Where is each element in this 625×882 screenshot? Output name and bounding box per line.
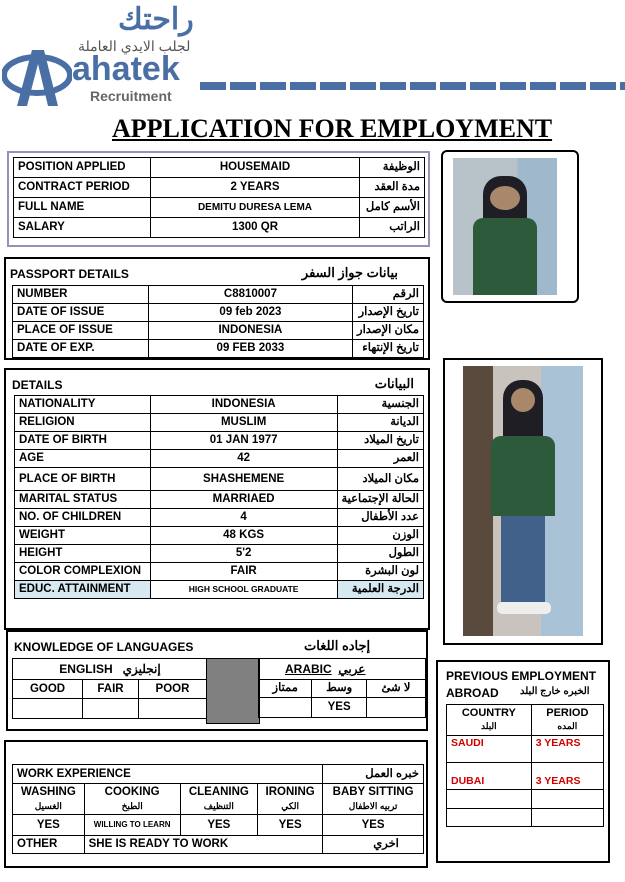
details-row [15, 527, 424, 545]
position-label: SALARY [14, 218, 151, 238]
details-value: 48 KGS [150, 527, 337, 545]
details-title: DETAILS [12, 378, 63, 392]
details-value: INDONESIA [150, 396, 337, 414]
arabic-levels [258, 679, 426, 718]
previous-table [446, 704, 604, 827]
applicant-photo-1 [453, 158, 557, 295]
details-value: HIGH SCHOOL GRADUATE [150, 581, 337, 599]
passport-row [13, 304, 424, 322]
period-label: PERIOD [546, 707, 589, 719]
photo-frame-2 [443, 358, 603, 645]
details-value: MUSLIM [150, 414, 337, 432]
work-col-4 [323, 784, 424, 815]
header-stripe [200, 82, 625, 90]
work-val-1: WILLING TO LEARN [84, 815, 180, 836]
details-label: HEIGHT [15, 545, 151, 563]
work-col-label: BABY SITTING [332, 786, 414, 798]
work-title: WORK EXPERIENCE [13, 765, 323, 784]
english-label-ar: إنجليزي [122, 662, 161, 676]
details-row [15, 491, 424, 509]
logo [0, 0, 200, 110]
details-label: NATIONALITY [15, 396, 151, 414]
period-header [531, 705, 603, 736]
divider-gray [206, 658, 260, 724]
position-value: 2 YEARS [151, 178, 360, 198]
details-label: COLOR COMPLEXION [15, 563, 151, 581]
passport-label-ar: تاريخ الإصدار [353, 304, 424, 322]
details-value: FAIR [150, 563, 337, 581]
position-label-ar: الأسم كامل [360, 198, 425, 218]
details-row [15, 432, 424, 450]
passport-title: PASSPORT DETAILS [10, 267, 129, 281]
position-box [7, 151, 430, 247]
details-label-ar: الطول [337, 545, 423, 563]
passport-row [13, 340, 424, 358]
work-experience-box [4, 740, 428, 868]
details-label-ar: مكان الميلاد [337, 468, 423, 491]
position-row [14, 198, 425, 218]
details-value: SHASHEMENE [150, 468, 337, 491]
passport-value: 09 feb 2023 [148, 304, 352, 322]
passport-label: DATE OF ISSUE [13, 304, 149, 322]
arabic-label: ARABIC [285, 662, 332, 676]
position-label: POSITION APPLIED [14, 158, 151, 178]
details-row [15, 450, 424, 468]
details-label: DATE OF BIRTH [15, 432, 151, 450]
position-value: DEMITU DURESA LEMA [151, 198, 360, 218]
arabic-label-ar: عربي [338, 662, 366, 676]
details-row [15, 581, 424, 599]
details-table [14, 395, 424, 599]
previous-title-ar: الخبره خارج البلد [520, 686, 590, 697]
passport-table [12, 285, 424, 358]
prev-period-2: 3 YEARS [531, 763, 603, 790]
previous-title: PREVIOUS EMPLOYMENT [446, 669, 597, 683]
arabic-header [258, 658, 426, 679]
page-title: APPLICATION FOR EMPLOYMENT [112, 114, 553, 143]
details-label: MARITAL STATUS [15, 491, 151, 509]
details-row [15, 468, 424, 491]
photo-frame-1 [441, 150, 579, 303]
work-col-label-ar: الكي [281, 801, 299, 811]
work-val-3: YES [258, 815, 323, 836]
work-col-0 [13, 784, 85, 815]
english-level-good: GOOD [13, 680, 83, 699]
details-label-ar: تاريخ الميلاد [337, 432, 423, 450]
details-row [15, 545, 424, 563]
position-label-ar: مدة العقد [360, 178, 425, 198]
position-value: HOUSEMAID [151, 158, 360, 178]
passport-row [13, 286, 424, 304]
english-header [12, 658, 208, 679]
details-label-ar: لون البشرة [337, 563, 423, 581]
applicant-photo-2 [463, 366, 583, 636]
logo-r-icon [2, 40, 72, 108]
english-level-fair: FAIR [83, 680, 139, 699]
details-label-ar: الدرجة العلمية [337, 581, 423, 599]
arabic-level-1: وسط [312, 680, 367, 698]
work-col-label: WASHING [20, 786, 76, 798]
work-val-0: YES [13, 815, 85, 836]
details-value: 42 [150, 450, 337, 468]
work-val-2: YES [180, 815, 257, 836]
position-row [14, 178, 425, 198]
work-col-label-ar: الغسيل [34, 801, 62, 811]
details-label-ar: الديانة [337, 414, 423, 432]
previous-employment-box [436, 660, 610, 863]
country-label: COUNTRY [461, 707, 516, 719]
passport-label: DATE OF EXP. [13, 340, 149, 358]
position-row [14, 158, 425, 178]
passport-title-ar: بيانات جواز السفر [301, 265, 398, 280]
arabic-level-0: ممتاز [259, 680, 312, 698]
other-value: SHE IS READY TO WORK [84, 836, 323, 854]
passport-label-ar: مكان الإصدار [353, 322, 424, 340]
work-col-2 [180, 784, 257, 815]
work-col-label: COOKING [104, 786, 160, 798]
details-box [4, 368, 430, 630]
other-label-ar: اخري [323, 836, 424, 854]
work-col-1 [84, 784, 180, 815]
passport-value: INDONESIA [148, 322, 352, 340]
work-col-3 [258, 784, 323, 815]
details-label: AGE [15, 450, 151, 468]
logo-sub: Recruitment [90, 88, 172, 104]
country-header [447, 705, 532, 736]
passport-label: NUMBER [13, 286, 149, 304]
passport-label-ar: تاريخ الإنتهاء [353, 340, 424, 358]
logo-brand: ahatek [72, 50, 180, 88]
passport-label-ar: الرقم [353, 286, 424, 304]
details-row [15, 396, 424, 414]
details-label: PLACE OF BIRTH [15, 468, 151, 491]
work-table [12, 764, 424, 854]
work-col-label-ar: تربيه الاطفال [348, 801, 398, 811]
arabic-level-2: لا شئ [366, 680, 425, 698]
details-row [15, 563, 424, 581]
position-row [14, 218, 425, 238]
languages-title: KNOWLEDGE OF LANGUAGES [14, 640, 194, 654]
position-label-ar: الراتب [360, 218, 425, 238]
logo-arabic-name: راحتك [118, 3, 194, 36]
passport-box [4, 257, 430, 360]
work-col-label: CLEANING [188, 786, 249, 798]
languages-box [6, 630, 428, 731]
details-label-ar: العمر [337, 450, 423, 468]
details-label-ar: الجنسية [337, 396, 423, 414]
details-value: MARRIAED [150, 491, 337, 509]
previous-title2: ABROAD [446, 686, 499, 700]
work-val-4: YES [323, 815, 424, 836]
work-title-ar: خبره العمل [323, 765, 424, 784]
details-row [15, 414, 424, 432]
position-value: 1300 QR [151, 218, 360, 238]
details-label-ar: عدد الأطفال [337, 509, 423, 527]
passport-label: PLACE OF ISSUE [13, 322, 149, 340]
english-label: ENGLISH [59, 662, 113, 676]
passport-row [13, 322, 424, 340]
prev-period-1: 3 YEARS [531, 736, 603, 763]
prev-country-2: DUBAI [447, 763, 532, 790]
work-col-label-ar: التنظيف [203, 801, 234, 811]
details-row [15, 509, 424, 527]
work-col-label: IRONING [265, 786, 315, 798]
passport-value: 09 FEB 2033 [148, 340, 352, 358]
details-value: 01 JAN 1977 [150, 432, 337, 450]
details-value: 5'2 [150, 545, 337, 563]
languages-grid [12, 658, 426, 724]
prev-country-1: SAUDI [447, 736, 532, 763]
arabic-level-value: YES [312, 698, 367, 718]
position-label: CONTRACT PERIOD [14, 178, 151, 198]
other-label: OTHER [13, 836, 85, 854]
position-table [13, 157, 425, 238]
languages-title-ar: إجاده اللغات [304, 638, 371, 653]
details-label: RELIGION [15, 414, 151, 432]
period-label-ar: المده [557, 721, 578, 731]
country-label-ar: البلد [481, 721, 497, 731]
details-label: NO. OF CHILDREN [15, 509, 151, 527]
logo-arabic-tagline: لجلب الايدي العاملة [78, 38, 191, 54]
work-col-label-ar: الطبخ [121, 801, 143, 811]
details-label: EDUC. ATTAINMENT [15, 581, 151, 599]
details-value: 4 [150, 509, 337, 527]
position-label: FULL NAME [14, 198, 151, 218]
english-levels [12, 679, 207, 719]
details-title-ar: البيانات [374, 376, 414, 391]
details-label-ar: الوزن [337, 527, 423, 545]
details-label: WEIGHT [15, 527, 151, 545]
details-label-ar: الحالة الإجتماعية [337, 491, 423, 509]
passport-value: C8810007 [148, 286, 352, 304]
position-label-ar: الوظيفة [360, 158, 425, 178]
english-level-poor: POOR [138, 680, 206, 699]
